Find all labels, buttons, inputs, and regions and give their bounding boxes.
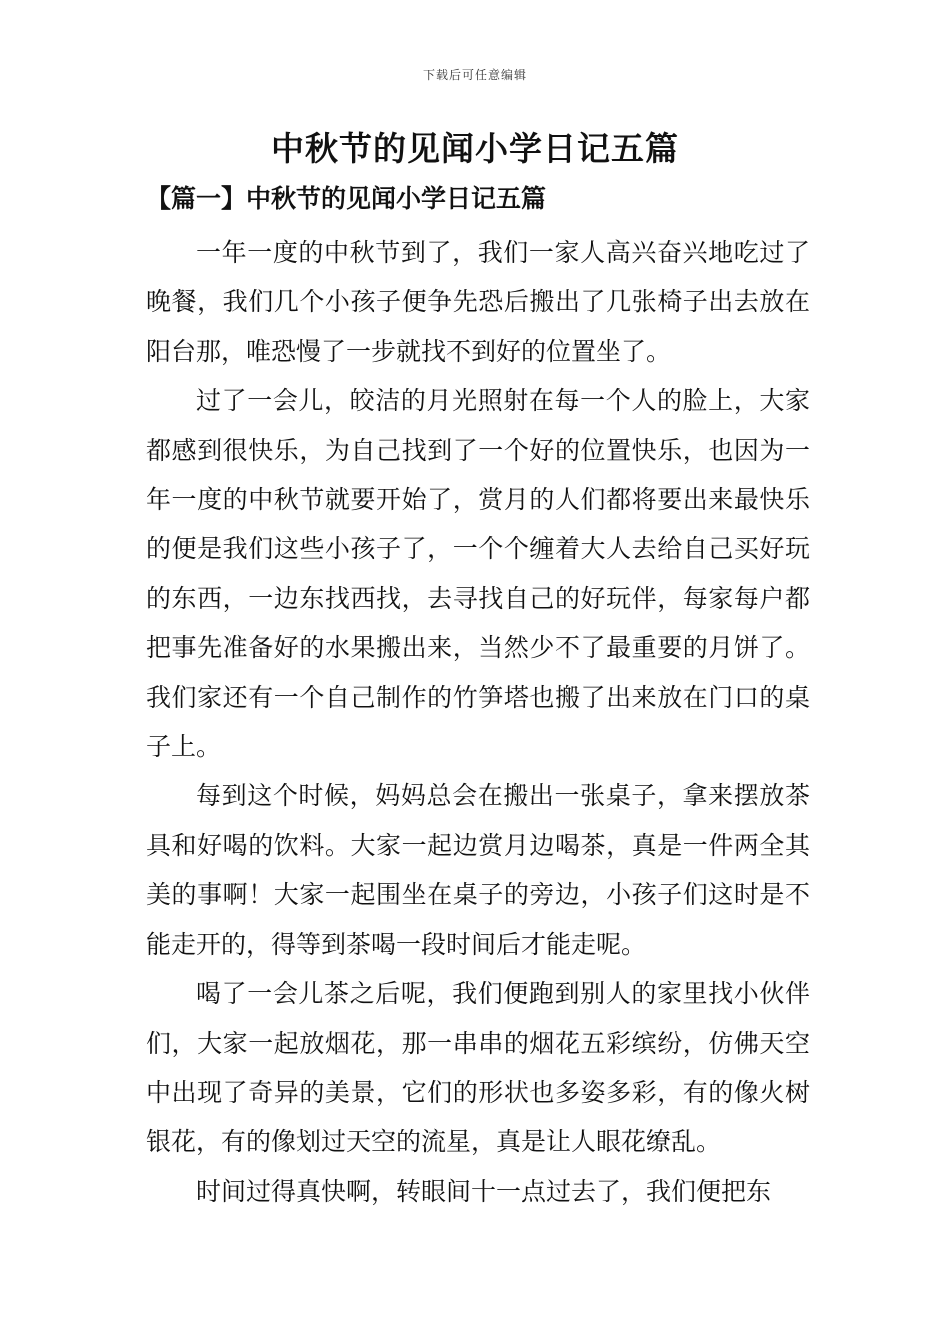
header-note: 下载后可任意编辑	[422, 68, 527, 82]
paragraph: 喝了一会儿茶之后呢，我们便跑到别人的家里找小伙伴们，大家一起放烟花，那一串串的烟花五彩缤纷，仿佛天空中出现了奇异的美景，它们的形状也多姿多彩，有的像火树银花，有的像划过天空的流星，真是让人眼花缭乱。	[146, 979, 810, 1157]
paragraph: 每到这个时候，妈妈总会在搬出一张桌子，拿来摆放茶具和好喝的饮料。大家一起边赏月边喝茶，真是一件两全其美的事啊！大家一起围坐在桌子的旁边，小孩子们这时是不能走开的，得等到茶喝一段时间后才能走呢。	[146, 781, 810, 959]
paragraph: 过了一会儿，皎洁的月光照射在每一个人的脸上，大家都感到很快乐，为自己找到了一个好的位置快乐，也因为一年一度的中秋节就要开始了，赏月的人们都将要出来最快乐的便是我们这些小孩子了，一个个缠着大人去给自己买好玩的东西，一边东找西找，去寻找自己的好玩伴，每家每户都把事先准备好的水果搬出来，当然少不了最重要的月饼了。我们家还有一个自己制作的竹笋塔也搬了出来放在门口的桌子上。	[146, 386, 810, 762]
paragraph: 一年一度的中秋节到了，我们一家人高兴奋兴地吃过了晚餐，我们几个小孩子便争先恐后搬出了几张椅子出去放在阳台那，唯恐慢了一步就找不到好的位置坐了。	[146, 238, 810, 366]
document-title: 中秋节的见闻小学日记五篇	[271, 129, 679, 168]
paragraph: 时间过得真快啊，转眼间十一点过去了，我们便把东	[196, 1176, 772, 1206]
body-text	[146, 228, 810, 1216]
section-heading: 【篇一】中秋节的见闻小学日记五篇	[146, 184, 547, 213]
